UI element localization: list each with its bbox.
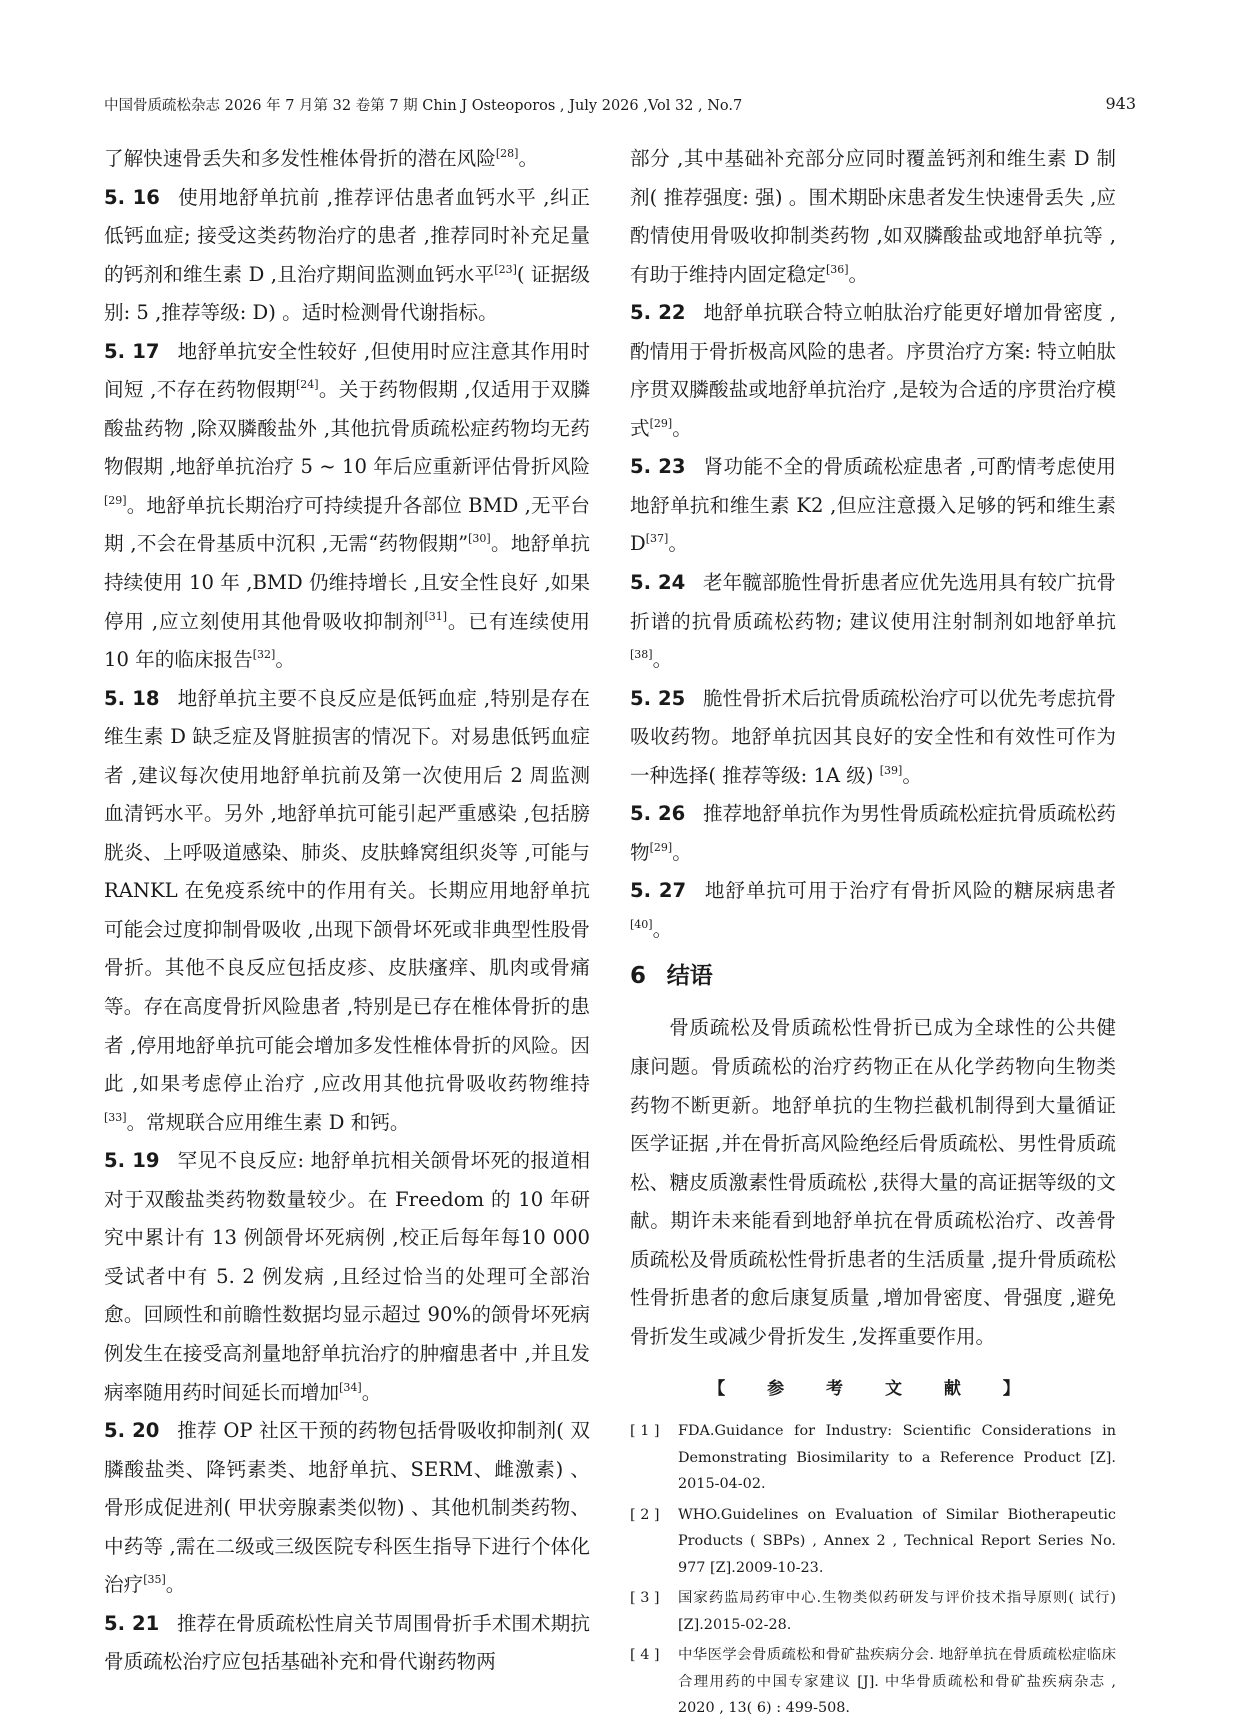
reference-item [630,1585,1116,1638]
paragraph-5-24: 5. 24 老年髋部脆性骨折患者应优先选用具有较广抗骨折谱的抗骨质疏松药物; 建议使用注射制剂如地舒单抗[38]。 [630,571,1116,672]
references-heading: 【 参 考 文 献 】 [708,1379,1038,1400]
paragraph-5-19: 5. 19 罕见不良反应: 地舒单抗相关颌骨坏死的报道相对于双酸盐类药物数量较少。在 Freedom 的 10 年研究中累计有 13 例颌骨坏死病例 ,校正后每年每10 000受试者中有 5. 2 例发病 ,且经过恰当的处理可全部治愈。回顾性和前瞻性数据均显示超过 90%的颌骨坏死病例发生在接受高剂量地舒单抗治疗的肿瘤患者中 ,并且发病率随用药时间延长而增加[34]。 [104,1149,590,1404]
journal-citation: 中国骨质疏松杂志 2026 年 7 月第 32 卷第 7 期 Chin J Osteoporos , July 2026 ,Vol 32 , No.7 [104,98,743,114]
reference-text: WHO.Guidelines on Evaluation of Similar Biotherapeutic Products ( SBPs) , Annex 2 , Technical Report Series No. 977 [Z].2009-10-23. [678,1506,1116,1576]
paragraph-5-27: 5. 27 地舒单抗可用于治疗有骨折风险的糖尿病患者[40]。 [630,879,1116,941]
item-number: 5. 18 [104,686,160,710]
reference-item [630,1502,1116,1582]
page-number: 943 [1105,94,1136,113]
item-number: 5. 21 [104,1611,160,1635]
reference-text: 国家药监局药审中心.生物类似药研发与评价技术指导原则( 试行) [Z].2015-02-28. [678,1590,1116,1633]
reference-number: [ 1 ] [630,1423,660,1440]
paragraph-5-25: 5. 25 脆性骨折术后抗骨质疏松治疗可以优先考虑抗骨吸收药物。地舒单抗因其良好的安全性和有效性可作为一种选择( 推荐等级: 1A 级) [39]。 [630,686,1116,787]
reference-number: [ 2 ] [630,1506,660,1523]
item-number: 5. 20 [104,1419,160,1443]
right-column [630,140,1116,1726]
item-number: 5. 24 [630,571,686,595]
item-number: 5. 22 [630,301,686,325]
conclusion-paragraph: 骨质疏松及骨质疏松性骨折已成为全球性的公共健康问题。骨质疏松的治疗药物正在从化学药物向生物类药物不断更新。地舒单抗的生物拦截机制得到大量循证医学证据 ,并在骨折高风险绝经后骨质疏松、男性骨质疏松、糖皮质激素性骨质疏松 ,获得大量的高证据等级的文献。期许未来能看到地舒单抗在骨质疏松治疗、改善骨质疏松及骨质疏松性骨折患者的生活质量 ,提升骨质疏松性骨折患者的愈后康复质量 ,增加骨密度、骨强度 ,避免骨折发生或减少骨折发生 ,发挥重要作用。 [630,1016,1116,1348]
item-number: 5. 19 [104,1149,160,1173]
item-number: 5. 25 [630,686,686,710]
reference-number: [ 4 ] [630,1647,660,1664]
paragraph-5-22: 5. 22 地舒单抗联合特立帕肽治疗能更好增加骨密度 ,酌情用于骨折极高风险的患者。序贯治疗方案: 特立帕肽序贯双膦酸盐或地舒单抗治疗 ,是较为合适的序贯治疗模式[29]。 [630,301,1116,440]
item-number: 5. 23 [630,455,686,479]
section-heading [630,957,1116,995]
reference-text: 中华医学会骨质疏松和骨矿盐疾病分会. 地舒单抗在骨质疏松症临床合理用药的中国专家建议 [J]. 中华骨质疏松和骨矿盐疾病杂志 , 2020 , 13( 6) : 499-508. [678,1647,1116,1717]
reference-item [630,1418,1116,1498]
reference-item [630,1642,1116,1722]
item-number: 5. 16 [104,185,160,209]
paragraph-5-23: 5. 23 肾功能不全的骨质疏松症患者 ,可酌情考虑使用地舒单抗和维生素 K2 ,但应注意摄入足够的钙和维生素 D[37]。 [630,455,1116,556]
running-header [104,94,1136,118]
paragraph-5-18: 5. 18 地舒单抗主要不良反应是低钙血症 ,特别是存在维生素 D 缺乏症及肾脏损害的情况下。对易患低钙血症者 ,建议每次使用地舒单抗前及第一次使用后 2 周监测血清钙水平。另外 ,地舒单抗可能引起严重感染 ,包括膀胱炎、上呼吸道感染、肺炎、皮肤蜂窝组织炎等 ,可能与 RANKL 在免疫系统中的作用有关。长期应用地舒单抗可能会过度抑制骨吸收 ,出现下颌骨坏死或非典型性股骨骨折。其他不良反应包括皮疹、皮肤瘙痒、肌肉或骨痛等。存在高度骨折风险患者 ,特别是已存在椎体骨折的患者 ,停用地舒单抗可能会增加多发性椎体骨折的风险。因此 ,如果考虑停止治疗 ,应改用其他抗骨吸收药物维持[33]。常规联合应用维生素 D 和钙。 [104,686,590,1134]
item-number: 5. 17 [104,339,160,363]
reference-text: FDA.Guidance for Industry: Scientific Considerations in Demonstrating Biosimilarity to a Reference Product [Z]. 2015-04-02. [678,1423,1116,1493]
item-number: 5. 27 [630,879,687,903]
section-title: 结语 [666,963,713,990]
section-number: 6 [630,963,647,990]
paragraph-5-21: 5. 21 推荐在骨质疏松性肩关节周围骨折手术围术期抗骨质疏松治疗应包括基础补充和骨代谢药物两 [104,1611,590,1674]
paragraph-5-17: 5. 17 地舒单抗安全性较好 ,但使用时应注意其作用时间短 ,不存在药物假期[24]。关于药物假期 ,仅适用于双膦酸盐药物 ,除双膦酸盐外 ,其他抗骨质疏松症药物均无药物假期 ,地舒单抗治疗 5 ~ 10 年后应重新评估骨折风险[29]。地舒单抗长期治疗可持续提升各部位 BMD ,无平台期 ,不会在骨基质中沉积 ,无需“药物假期”[30]。地舒单抗持续使用 10 年 ,BMD 仍维持增长 ,且安全性良好 ,如果停用 ,应立刻使用其他骨吸收抑制剂[31]。已有连续使用 10 年的临床报告[32]。 [104,339,590,672]
reference-number: [ 3 ] [630,1590,660,1607]
paragraph-5-26: 5. 26 推荐地舒单抗作为男性骨质疏松症抗骨质疏松药物[29]。 [630,802,1116,864]
item-number: 5. 26 [630,802,686,826]
paragraph: 了解快速骨丢失和多发性椎体骨折的潜在风险[28]。 [104,147,539,170]
left-column [104,140,590,1682]
paragraph-5-20: 5. 20 推荐 OP 社区干预的药物包括骨吸收抑制剂( 双膦酸盐类、降钙素类、地舒单抗、SERM、雌激素) 、骨形成促进剂( 甲状旁腺素类似物) 、其他机制类药物、中药等 ,需在二级或三级医院专科医生指导下进行个体化治疗[35]。 [104,1419,590,1597]
paragraph-5-16: 5. 16 使用地舒单抗前 ,推荐评估患者血钙水平 ,纠正低钙血症; 接受这类药物治疗的患者 ,推荐同时补充足量的钙剂和维生素 D ,且治疗期间监测血钙水平[23]( 证据级别: 5 ,推荐等级: D) 。适时检测骨代谢指标。 [104,185,590,325]
paragraph: 部分 ,其中基础补充部分应同时覆盖钙剂和维生素 D 制剂( 推荐强度: 强) 。围术期卧床患者发生快速骨丢失 ,应酌情使用骨吸收抑制类药物 ,如双膦酸盐或地舒单抗等 ,有助于维持内固定稳定[36]。 [630,147,1116,286]
